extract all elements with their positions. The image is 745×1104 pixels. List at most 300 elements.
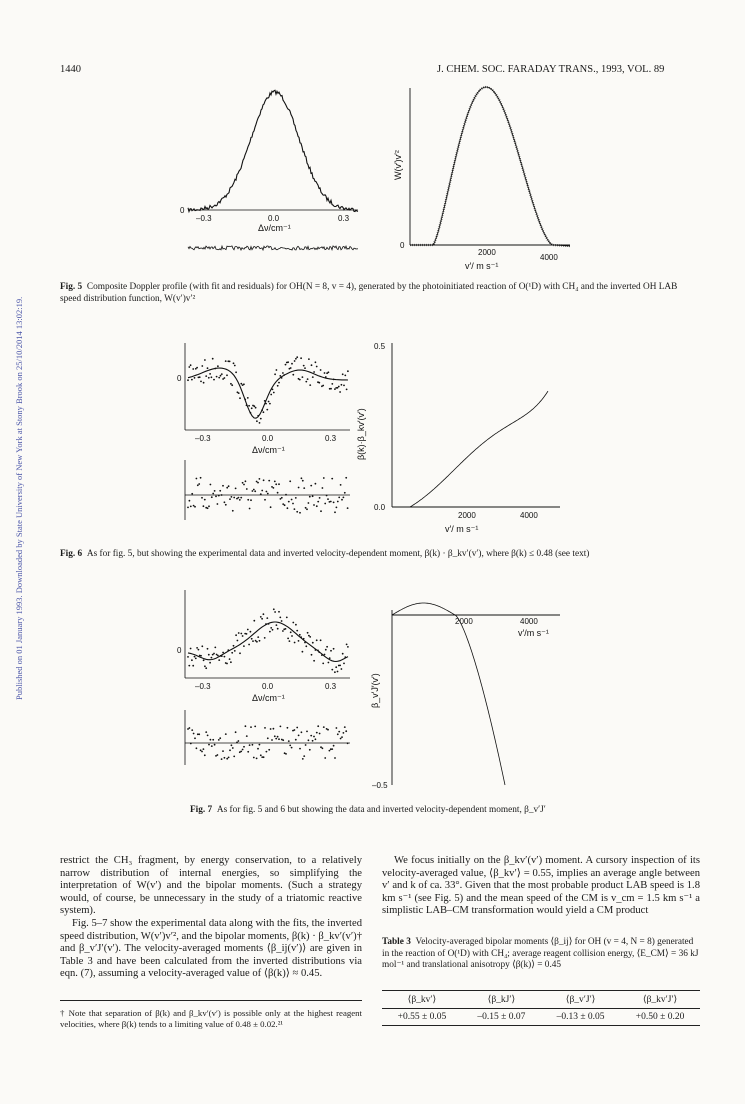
scatter-point <box>285 364 287 366</box>
scatter-point <box>282 739 284 741</box>
scatter-point <box>307 632 309 634</box>
scatter-point <box>189 727 191 729</box>
scatter-point <box>248 405 250 407</box>
scatter-point <box>231 384 233 386</box>
scatter-point <box>325 649 327 651</box>
fig7-right-tick-1: 2000 <box>455 617 473 626</box>
scatter-point <box>247 499 249 501</box>
scatter-point <box>211 657 213 659</box>
fig5-tick-2: 0.0 <box>268 214 280 223</box>
scatter-point <box>278 611 280 613</box>
scatter-point <box>294 508 296 510</box>
scatter-point <box>312 495 314 497</box>
scatter-point <box>303 755 305 757</box>
scatter-point <box>233 756 235 758</box>
fig5-residuals <box>188 246 358 250</box>
download-note <box>2 160 24 700</box>
scatter-point <box>316 366 318 368</box>
scatter-point <box>194 506 196 508</box>
fig7-right-bottom-tick: –0.5 <box>372 781 388 790</box>
scatter-point <box>296 511 298 513</box>
scatter-point <box>219 737 221 739</box>
scatter-point <box>274 481 276 483</box>
scatter-point <box>213 653 215 655</box>
fig6-caption <box>60 549 720 561</box>
scatter-point <box>205 375 207 377</box>
scatter-point <box>306 508 308 510</box>
body-right-paragraph-1: We focus initially on the β_kv′(v′) moment. A cursory inspection of its velocity-averaged value, ⟨β_kv′⟩ = 0.55, implies an average angle between v′ and k of ca. 33°. Given that the most probable product LAB speed is 1.8 km s⁻¹ (see Fig. 5) and the mean speed of the CM is v_cm = 1.5 km s⁻¹ a simplistic LAB–CM transformation would yield a CM product <box>382 855 700 917</box>
scatter-point <box>316 732 318 734</box>
scatter-point <box>249 508 251 510</box>
scatter-point <box>235 371 237 373</box>
scatter-point <box>215 496 217 498</box>
scatter-point <box>323 477 325 479</box>
scatter-point <box>308 635 310 637</box>
scatter-point <box>334 671 336 673</box>
scatter-point <box>274 611 276 613</box>
scatter-point <box>329 750 331 752</box>
scatter-point <box>228 485 230 487</box>
scatter-point <box>346 644 348 646</box>
fig7-moment-plot <box>370 580 575 795</box>
scatter-point <box>270 627 272 629</box>
fig6-right-ytick-top: 0.5 <box>374 342 386 351</box>
scatter-point <box>210 739 212 741</box>
scatter-point <box>298 640 300 642</box>
scatter-point <box>230 661 232 663</box>
fig7-right-tick-2: 4000 <box>520 617 538 626</box>
scatter-point <box>289 480 291 482</box>
scatter-point <box>290 631 292 633</box>
scatter-point <box>254 490 256 492</box>
scatter-point <box>228 757 230 759</box>
scatter-point <box>266 751 268 753</box>
scatter-point <box>309 636 311 638</box>
scatter-point <box>303 487 305 489</box>
scatter-point <box>288 501 290 503</box>
scatter-point <box>268 480 270 482</box>
scatter-point <box>311 364 313 366</box>
scatter-point <box>218 377 220 379</box>
fig5-caption <box>60 282 700 305</box>
scatter-point <box>259 744 261 746</box>
scatter-point <box>257 748 259 750</box>
scatter-point <box>286 617 288 619</box>
fig6-left-zero: 0 <box>177 374 182 383</box>
scatter-point <box>253 620 255 622</box>
scatter-point <box>287 361 289 363</box>
table3-header-cell: ⟨β_kv′⟩ <box>382 991 462 1009</box>
scatter-point <box>267 737 269 739</box>
scatter-point <box>331 748 333 750</box>
scatter-point <box>266 491 268 493</box>
scatter-point <box>204 359 206 361</box>
fig7-caption <box>190 805 710 817</box>
scatter-point <box>341 668 343 670</box>
scatter-point <box>296 727 298 729</box>
scatter-point <box>295 624 297 626</box>
scatter-point <box>282 630 284 632</box>
scatter-point <box>309 749 311 751</box>
scatter-point <box>344 726 346 728</box>
fig5-tick-1: –0.3 <box>196 214 212 223</box>
scatter-point <box>294 729 296 731</box>
scatter-point <box>201 751 203 753</box>
scatter-point <box>315 361 317 363</box>
scatter-point <box>198 733 200 735</box>
scatter-point <box>189 500 191 502</box>
scatter-point <box>191 659 193 661</box>
scatter-point <box>238 740 240 742</box>
scatter-point <box>187 507 189 509</box>
scatter-point <box>279 617 281 619</box>
fig6-caption-label: Fig. 6 <box>60 549 83 559</box>
scatter-point <box>287 638 289 640</box>
scatter-point <box>190 743 192 745</box>
scatter-point <box>300 357 302 359</box>
scatter-point <box>278 382 280 384</box>
scatter-point <box>187 379 189 381</box>
fig5-distribution-points <box>410 87 570 246</box>
scatter-point <box>263 613 265 615</box>
fig7-left-xlabel: Δν/cm⁻¹ <box>252 693 285 703</box>
scatter-point <box>340 484 342 486</box>
scatter-point <box>191 729 193 731</box>
scatter-point <box>208 744 210 746</box>
scatter-point <box>195 658 197 660</box>
scatter-point <box>317 501 319 503</box>
scatter-point <box>305 744 307 746</box>
scatter-point <box>225 360 227 362</box>
scatter-point <box>327 498 329 500</box>
scatter-point <box>289 745 291 747</box>
scatter-point <box>201 645 203 647</box>
scatter-point <box>342 653 344 655</box>
scatter-point <box>201 497 203 499</box>
scatter-point <box>260 754 262 756</box>
scatter-point <box>320 746 322 748</box>
scatter-point <box>208 654 210 656</box>
scatter-point <box>204 754 206 756</box>
scatter-point <box>191 493 193 495</box>
scatter-point <box>263 411 265 413</box>
scatter-point <box>194 656 196 658</box>
scatter-point <box>303 365 305 367</box>
scatter-point <box>266 409 268 411</box>
scatter-point <box>248 644 250 646</box>
scatter-point <box>243 645 245 647</box>
scatter-point <box>307 378 309 380</box>
scatter-point <box>210 484 212 486</box>
fig5-speed-distribution <box>385 80 585 275</box>
fig7-tick-2: 0.0 <box>262 682 274 691</box>
scatter-point <box>212 739 214 741</box>
scatter-point <box>190 506 192 508</box>
scatter-point <box>267 493 269 495</box>
scatter-point <box>288 740 290 742</box>
scatter-point <box>287 507 289 509</box>
scatter-point <box>249 744 251 746</box>
table3-value-cell: +0.55 ± 0.05 <box>382 1009 462 1026</box>
scatter-point <box>275 483 277 485</box>
scatter-point <box>261 490 263 492</box>
scatter-point <box>250 631 252 633</box>
scatter-point <box>273 728 275 730</box>
scatter-point <box>320 639 322 641</box>
scatter-point <box>312 376 314 378</box>
body-left-column <box>60 855 362 981</box>
fig6-right-tick-2: 4000 <box>520 511 538 520</box>
scatter-point <box>193 733 195 735</box>
scatter-point <box>292 374 294 376</box>
scatter-point <box>203 659 205 661</box>
scatter-point <box>200 477 202 479</box>
scatter-point <box>255 407 257 409</box>
scatter-point <box>229 498 231 500</box>
fig6-scatter-points <box>187 356 349 424</box>
scatter-point <box>207 648 209 650</box>
scatter-point <box>200 381 202 383</box>
table3-value-row <box>382 1009 700 1026</box>
fig5-caption-label: Fig. 5 <box>60 282 83 292</box>
scatter-point <box>342 373 344 375</box>
scatter-point <box>229 361 231 363</box>
scatter-point <box>266 617 268 619</box>
scatter-point <box>256 481 258 483</box>
scatter-point <box>308 358 310 360</box>
scatter-point <box>343 497 345 499</box>
fig5-distribution-curve <box>410 87 570 246</box>
scatter-point <box>309 496 311 498</box>
fig6-caption-text: As for fig. 5, but showing the experimental data and inverted velocity-dependent moment, β(k) · β_kv′(v′), where β(k) ≤ 0.48 (see text) <box>86 549 590 559</box>
scatter-point <box>275 738 277 740</box>
page-number: 1440 <box>60 64 81 75</box>
scatter-point <box>313 660 315 662</box>
scatter-point <box>193 505 195 507</box>
scatter-point <box>217 365 219 367</box>
scatter-point <box>343 385 345 387</box>
table3-value-cell: +0.50 ± 0.20 <box>620 1009 700 1026</box>
scatter-point <box>217 655 219 657</box>
scatter-point <box>200 655 202 657</box>
scatter-point <box>326 495 328 497</box>
scatter-point <box>257 636 259 638</box>
scatter-point <box>259 478 261 480</box>
scatter-point <box>319 733 321 735</box>
scatter-point <box>319 497 321 499</box>
scatter-point <box>198 483 200 485</box>
scatter-point <box>270 506 272 508</box>
table3-caption-text: Velocity-averaged bipolar moments ⟨β_ij⟩ for OH (v = 4, N = 8) generated in the reaction of O(¹D) with CH₄; average reagent collision energy, ⟨E_CM⟩ = 36 kJ mol⁻¹ and translational anisotropy ⟨β(k)⟩ = 0.45 <box>382 937 699 970</box>
scatter-point <box>264 499 266 501</box>
scatter-point <box>256 641 258 643</box>
scatter-point <box>285 628 287 630</box>
scatter-point <box>344 492 346 494</box>
scatter-point <box>292 503 294 505</box>
scatter-point <box>232 510 234 512</box>
scatter-point <box>326 646 328 648</box>
scatter-point <box>209 662 211 664</box>
scatter-point <box>335 666 337 668</box>
scatter-point <box>254 726 256 728</box>
scatter-point <box>301 477 303 479</box>
scatter-point <box>296 630 298 632</box>
scatter-point <box>250 499 252 501</box>
scatter-point <box>298 487 300 489</box>
scatter-point <box>298 735 300 737</box>
body-right-column <box>382 855 700 918</box>
scatter-point <box>194 737 196 739</box>
scatter-point <box>196 747 198 749</box>
scatter-point <box>207 367 209 369</box>
scatter-point <box>231 652 233 654</box>
scatter-point <box>339 665 341 667</box>
scatter-point <box>200 749 202 751</box>
scatter-point <box>291 635 293 637</box>
scatter-point <box>269 403 271 405</box>
scatter-point <box>336 507 338 509</box>
scatter-point <box>328 662 330 664</box>
scatter-point <box>221 373 223 375</box>
scatter-point <box>251 407 253 409</box>
scatter-point <box>320 510 322 512</box>
scatter-point <box>233 362 235 364</box>
scatter-point <box>333 648 335 650</box>
scatter-point <box>268 749 270 751</box>
scatter-point <box>263 756 265 758</box>
fig6-right-tick-1: 2000 <box>458 511 476 520</box>
scatter-point <box>322 487 324 489</box>
scatter-point <box>246 633 248 635</box>
fig5-doppler-trace <box>188 90 358 211</box>
scatter-point <box>280 726 282 728</box>
scatter-point <box>222 750 224 752</box>
scatter-point <box>240 751 242 753</box>
scatter-point <box>211 376 213 378</box>
scatter-point <box>347 742 349 744</box>
scatter-point <box>208 505 210 507</box>
scatter-point <box>224 501 226 503</box>
scatter-point <box>236 742 238 744</box>
scatter-point <box>245 480 247 482</box>
scatter-point <box>273 392 275 394</box>
scatter-point <box>337 733 339 735</box>
scatter-point <box>253 489 255 491</box>
table3-header-row <box>382 991 700 1009</box>
fig5-right-tick-1: 2000 <box>478 248 496 257</box>
scatter-point <box>253 757 255 759</box>
scatter-point <box>242 749 244 751</box>
scatter-point <box>240 383 242 385</box>
scatter-point <box>201 365 203 367</box>
fig6-fit-line <box>188 368 348 418</box>
scatter-point <box>334 511 336 513</box>
scatter-point <box>217 754 219 756</box>
scatter-point <box>264 727 266 729</box>
scatter-point <box>242 635 244 637</box>
scatter-point <box>270 728 272 730</box>
download-note-text: Published on 01 January 1993. Downloaded by State University of New York at Stony Brook on 25/10/2014 13:02:19. <box>14 296 24 700</box>
scatter-point <box>192 665 194 667</box>
scatter-point <box>295 497 297 499</box>
scatter-point <box>222 652 224 654</box>
scatter-point <box>274 373 276 375</box>
scatter-point <box>343 663 345 665</box>
scatter-point <box>347 507 349 509</box>
scatter-point <box>205 731 207 733</box>
scatter-point <box>237 640 239 642</box>
scatter-point <box>274 735 276 737</box>
fig7-right-ylabel: β_v′J′(v′) <box>370 673 380 708</box>
fig6-doppler-profile <box>170 335 375 530</box>
scatter-point <box>301 731 303 733</box>
scatter-point <box>238 392 240 394</box>
scatter-point <box>190 364 192 366</box>
scatter-point <box>226 374 228 376</box>
scatter-point <box>214 647 216 649</box>
fig6-tick-2: 0.0 <box>262 434 274 443</box>
scatter-point <box>345 730 347 732</box>
scatter-point <box>188 665 190 667</box>
scatter-point <box>331 478 333 480</box>
scatter-point <box>208 377 210 379</box>
scatter-point <box>270 394 272 396</box>
scatter-point <box>278 738 280 740</box>
scatter-point <box>318 382 320 384</box>
scatter-point <box>231 744 233 746</box>
fig7-caption-label: Fig. 7 <box>190 805 213 815</box>
scatter-point <box>234 365 236 367</box>
scatter-point <box>328 371 330 373</box>
scatter-point <box>245 725 247 727</box>
scatter-point <box>224 656 226 658</box>
scatter-point <box>190 648 192 650</box>
scatter-point <box>285 753 287 755</box>
scatter-point <box>337 387 339 389</box>
scatter-point <box>216 376 218 378</box>
scatter-point <box>234 650 236 652</box>
scatter-point <box>336 727 338 729</box>
table3-label: Table 3 <box>382 937 411 947</box>
scatter-point <box>247 629 249 631</box>
scatter-point <box>240 497 242 499</box>
scatter-point <box>261 618 263 620</box>
scatter-point <box>259 640 261 642</box>
scatter-point <box>312 740 314 742</box>
scatter-point <box>198 649 200 651</box>
scatter-point <box>211 745 213 747</box>
scatter-point <box>221 758 223 760</box>
table3-value-cell: –0.13 ± 0.05 <box>541 1009 620 1026</box>
scatter-point <box>203 505 205 507</box>
scatter-point <box>282 372 284 374</box>
scatter-point <box>338 731 340 733</box>
scatter-point <box>317 725 319 727</box>
scatter-point <box>257 482 259 484</box>
scatter-point <box>299 512 301 514</box>
scatter-point <box>259 422 261 424</box>
fig5-right-zero: 0 <box>400 241 405 250</box>
fig6-right-ytick-bottom: 0.0 <box>374 503 386 512</box>
fig7-doppler-profile <box>170 580 375 775</box>
scatter-point <box>196 367 198 369</box>
scatter-point <box>338 497 340 499</box>
scatter-point <box>199 376 201 378</box>
scatter-point <box>306 731 308 733</box>
scatter-point <box>338 386 340 388</box>
scatter-point <box>221 494 223 496</box>
scatter-point <box>295 739 297 741</box>
